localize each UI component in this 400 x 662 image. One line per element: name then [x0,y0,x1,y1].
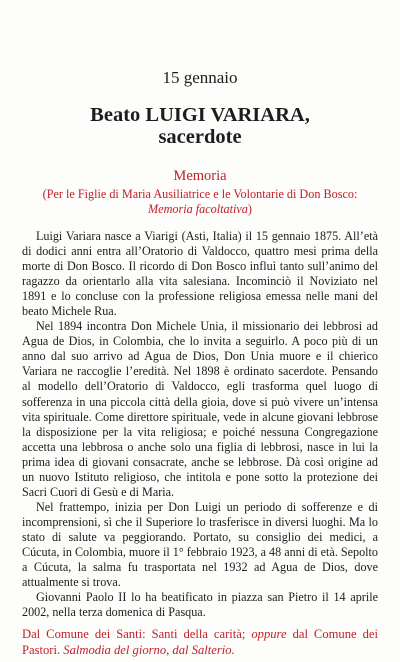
biography [22,229,378,620]
biography-paragraph: Luigi Variara nasce a Viarigi (Asti, Italia) il 15 gennaio 1875. All’età di dodici anni entra all’Oratorio di Valdocco, quattro mesi prima della morte di Don Bosco. Il ricordo di Don Bosco influì tanto sull’animo del ragazzo da orientarlo alla vita salesiana. Incominciò il Noviziato nel 1891 e lo concluse con la professione religiosa emessa nelle mani del beato Michele Rua. [22,229,378,319]
liturgical-rank: Memoria [173,168,227,184]
saint-role: sacerdote [158,126,242,148]
saint-title [22,104,378,148]
rank-note [22,187,378,217]
rubric-common-saints: Dal Comune dei Santi: Santi della carità; [22,627,252,642]
biography-paragraph: Nel frattempo, inizia per Don Luigi un periodo di sofferenze e di incomprensioni, sì che il Superiore lo trasferisce in diversi luoghi. Ma lo stato di salute va peggiorando. Portato, su consiglio dei medici, a Cúcuta, in Colombia, muore il 1° febbraio 1923, a 48 anni di età. Sepolto a Cúcuta, la salma fu trasportata nel 1932 ad Agua de Dios, dove attualmente si trova. [22,499,378,590]
rank-note-prefix: (Per le Figlie di Maria Ausiliatrice e le Volontarie di Don Bosco: [42,187,358,201]
liturgy-rubric [22,626,378,658]
rubric-psalmody: Salmodia del giorno, dal Salterio. [63,643,235,658]
rubric-common-pastors: dal Comune dei Pastori. [22,627,378,658]
biography-paragraph: Nel 1894 incontra Don Michele Unia, il missionario dei lebbrosi ad Agua de Dios, in Colombia, che lo invita a seguirlo. A poco più di un anno dal suo arrivo ad Agua de Dios, Don Unia muore e il chierico Variara ne raccoglie l’eredità. Nel 1898 è ordinato sacerdote. Pensando al modello dell’Oratorio di Valdocco, egli trasforma quel luogo di sofferenza in una piccola città della gioia, dove si può vivere un’intensa vita spirituale. Come direttore spirituale, vede in alcune giovani lebbrose la disposizione per la vita religiosa; e poiché nessuna Congregazione accetta una lebbrosa o anche solo una figlia di lebbrosi, nasce in lui la prima idea di giovani consacrate, anche se lebbrose. Dà così origine ad un nuovo Istituto religioso, che intitola e pone sotto la protezione dei Sacri Cuori di Gesù e di Maria. [22,319,378,499]
saint-name: Beato LUIGI VARIARA, [90,104,310,126]
feast-date: 15 gennaio [162,68,238,87]
rank-note-suffix: ) [247,202,252,216]
biography-paragraph: Giovanni Paolo II lo ha beatificato in piazza san Pietro il 14 aprile 2002, nella terza domenica di Pasqua. [22,590,378,620]
rank-note-italic: Memoria facoltativa [148,202,248,216]
rubric-oppure: oppure [251,627,287,642]
